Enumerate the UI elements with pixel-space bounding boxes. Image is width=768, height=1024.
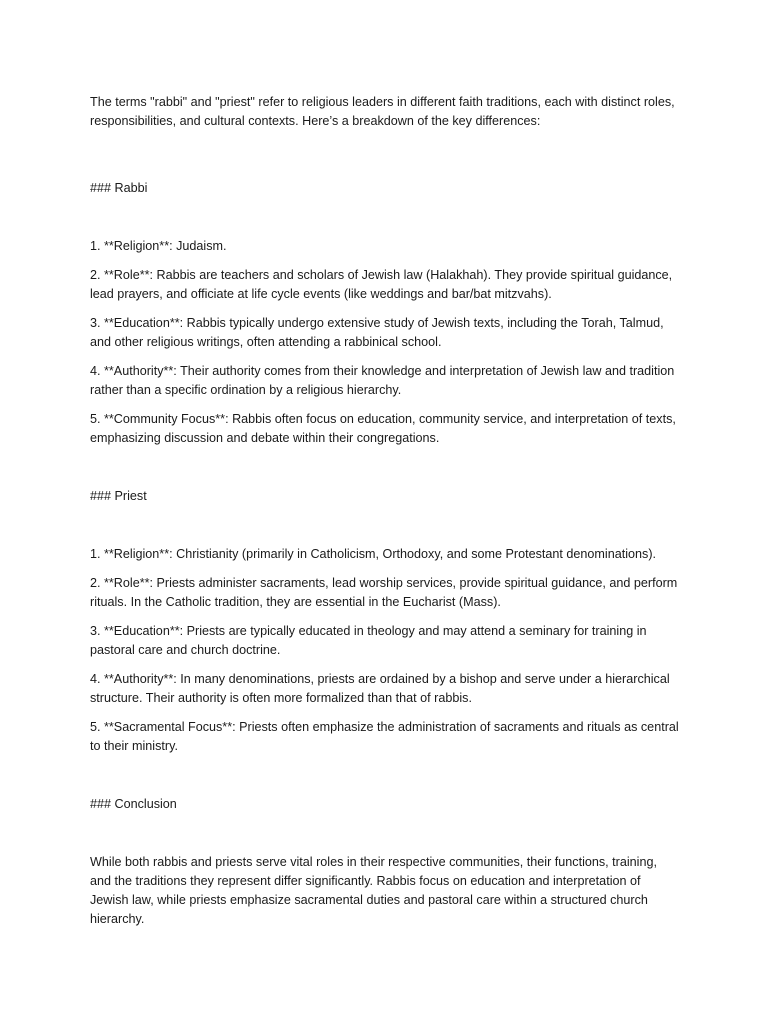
rabbi-item-role: 2. **Role**: Rabbis are teachers and scholars of Jewish law (Halakhah). They provide spiritual guidance, lead prayers, and officiate at life cycle events (like weddings and bar/bat mitzvahs). (90, 268, 673, 301)
priest-heading: ### Priest (90, 489, 147, 503)
priest-item-sacramental-focus: 5. **Sacramental Focus**: Priests often emphasize the administration of sacraments and rituals as central to their ministry. (90, 720, 679, 753)
priest-item-religion: 1. **Religion**: Christianity (primarily in Catholicism, Orthodoxy, and some Protestant denominations). (90, 547, 657, 561)
rabbi-item-authority: 4. **Authority**: Their authority comes from their knowledge and interpretation of Jewish law and tradition rather than a specific ordination by a religious hierarchy. (90, 364, 675, 397)
conclusion-paragraph: While both rabbis and priests serve vital roles in their respective communities, their functions, training, and the traditions they represent differ significantly. Rabbis focus on education and interpretation of Jewish law, while priests emphasize sacramental duties and pastoral care within a structured church hierarchy. (90, 855, 657, 926)
rabbi-item-education: 3. **Education**: Rabbis typically undergo extensive study of Jewish texts, including the Torah, Talmud, and other religious writings, often attending a rabbinical school. (90, 316, 664, 349)
priest-item-role: 2. **Role**: Priests administer sacraments, lead worship services, provide spiritual guidance, and perform rituals. In the Catholic tradition, they are essential in the Eucharist (Mass). (90, 576, 678, 609)
priest-item-authority: 4. **Authority**: In many denominations, priests are ordained by a bishop and serve under a hierarchical structure. Their authority is often more formalized than that of rabbis. (90, 672, 670, 705)
rabbi-item-religion: 1. **Religion**: Judaism. (90, 239, 227, 253)
rabbi-heading: ### Rabbi (90, 181, 148, 195)
priest-item-education: 3. **Education**: Priests are typically educated in theology and may attend a seminary for training in pastoral care and church doctrine. (90, 624, 647, 657)
document-page (90, 93, 680, 929)
conclusion-heading: ### Conclusion (90, 797, 177, 811)
intro-paragraph: The terms "rabbi" and "priest" refer to religious leaders in different faith traditions, each with distinct roles, responsibilities, and cultural contexts. Here’s a breakdown of the key differences: (90, 95, 675, 128)
rabbi-item-community-focus: 5. **Community Focus**: Rabbis often focus on education, community service, and interpretation of texts, emphasizing discussion and debate within their congregations. (90, 412, 676, 445)
